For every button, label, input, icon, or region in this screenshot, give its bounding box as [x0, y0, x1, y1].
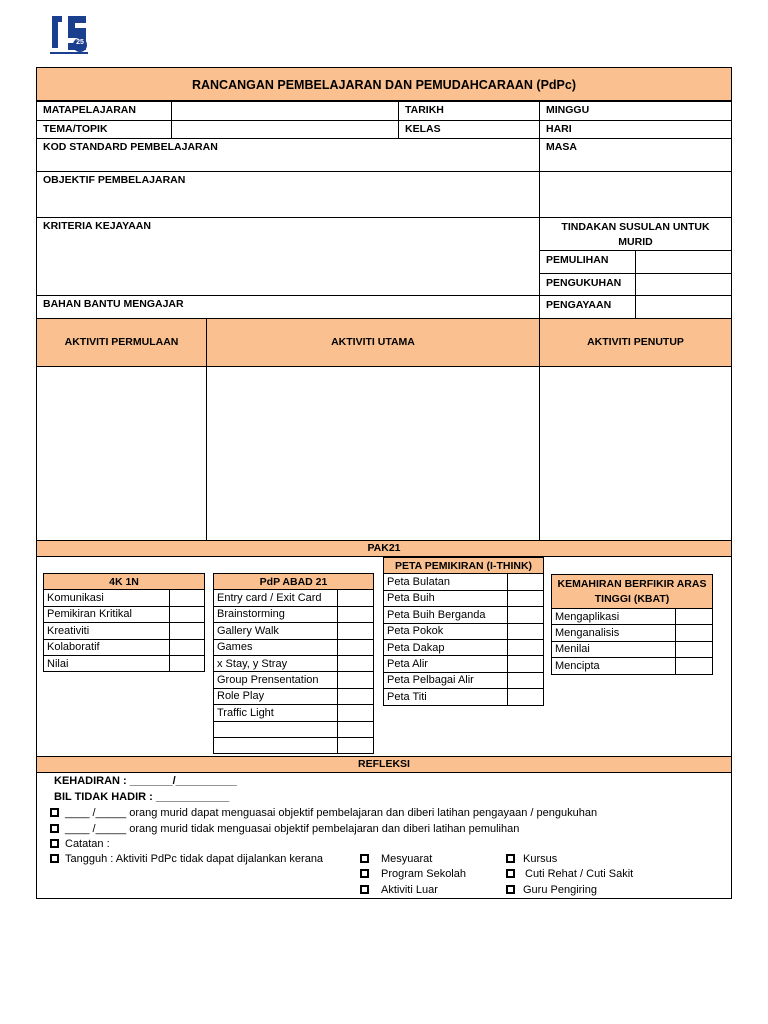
checkbox-cell[interactable]	[508, 656, 544, 672]
kod-standard-field[interactable]: KOD STANDARD PEMBELAJARAN	[36, 138, 540, 172]
list-item: Peta Titi	[384, 689, 508, 705]
checkbox-cell[interactable]	[338, 623, 374, 639]
list-item: Mengaplikasi	[552, 609, 676, 625]
checkbox-cell[interactable]	[676, 658, 713, 674]
table-4k1n	[43, 573, 205, 672]
checkbox-cell[interactable]	[170, 590, 205, 606]
table-row	[44, 606, 205, 622]
kehadiran-field[interactable]: KEHADIRAN : _______/__________	[54, 775, 237, 787]
checkbox-cell[interactable]	[338, 672, 374, 688]
table-row	[384, 639, 544, 655]
option-guru-pengiring[interactable]	[506, 884, 597, 896]
pengayaan-input[interactable]	[635, 295, 732, 319]
list-item: Mencipta	[552, 658, 676, 674]
checkbox-cell[interactable]	[508, 574, 544, 590]
option-mesyuarat[interactable]	[360, 853, 432, 865]
checkbox-cell[interactable]	[508, 689, 544, 705]
list-item: Peta Dakap	[384, 639, 508, 655]
option-label: Cuti Rehat / Cuti Sakit	[525, 868, 634, 880]
checkbox-icon[interactable]	[360, 885, 369, 894]
checkbox-icon[interactable]	[50, 808, 59, 817]
objektif-field[interactable]: OBJEKTIF PEMBELAJARAN	[36, 171, 540, 218]
table-row	[384, 656, 544, 672]
checkbox-icon[interactable]	[50, 854, 59, 863]
table-row	[384, 574, 544, 590]
matapelajaran-label: MATAPELAJARAN	[36, 101, 172, 121]
reflection-line-2	[50, 823, 519, 835]
table-row	[214, 672, 374, 688]
option-kursus[interactable]	[506, 853, 557, 865]
checkbox-cell[interactable]	[170, 623, 205, 639]
table-row	[44, 590, 205, 606]
checkbox-cell[interactable]	[338, 721, 374, 737]
checkbox-icon[interactable]	[50, 824, 59, 833]
table-row	[552, 658, 713, 674]
checkbox-cell[interactable]	[170, 606, 205, 622]
option-aktiviti-luar[interactable]	[360, 884, 438, 896]
matapelajaran-input[interactable]	[171, 101, 399, 121]
option-program-sekolah[interactable]	[360, 868, 466, 880]
bahan-bantu-field[interactable]: BAHAN BANTU MENGAJAR	[36, 295, 540, 319]
list-item: x Stay, y Stray	[214, 655, 338, 671]
list-item: Kolaboratif	[44, 639, 170, 655]
option-label: Aktiviti Luar	[381, 884, 438, 896]
checkbox-cell[interactable]	[170, 639, 205, 655]
table-row	[214, 721, 374, 737]
table-row	[214, 590, 374, 606]
checkbox-icon[interactable]	[506, 885, 515, 894]
option-label: Guru Pengiring	[523, 884, 597, 896]
table-row	[44, 639, 205, 655]
checkbox-cell[interactable]	[508, 639, 544, 655]
checkbox-cell[interactable]	[676, 625, 713, 641]
checkbox-cell[interactable]	[508, 590, 544, 606]
checkbox-cell[interactable]	[338, 705, 374, 721]
table-row	[214, 655, 374, 671]
checkbox-cell[interactable]	[338, 590, 374, 606]
catatan-text: Catatan :	[65, 838, 110, 850]
tangguh-text: Tangguh : Aktiviti PdPc tidak dapat dijalankan kerana	[65, 853, 324, 865]
checkbox-cell[interactable]	[508, 672, 544, 688]
logo-badge: 25	[76, 39, 84, 46]
list-item: Menilai	[552, 641, 676, 657]
option-cuti[interactable]	[506, 868, 633, 880]
aktiviti-utama-header: AKTIVITI UTAMA	[206, 318, 540, 367]
option-label: Kursus	[523, 853, 558, 865]
tindakan-susulan-header: TINDAKAN SUSULAN UNTUK MURID	[539, 217, 732, 251]
list-item: Brainstorming	[214, 606, 338, 622]
logo-icon	[48, 12, 90, 58]
tema-label: TEMA/TOPIK	[36, 120, 172, 139]
checkbox-icon[interactable]	[50, 839, 59, 848]
masa-field[interactable]: MASA	[539, 138, 732, 172]
list-item: Peta Pelbagai Alir	[384, 672, 508, 688]
checkbox-icon[interactable]	[506, 869, 515, 878]
table-row	[384, 623, 544, 639]
list-item: Games	[214, 639, 338, 655]
checkbox-cell[interactable]	[508, 623, 544, 639]
tema-input[interactable]	[171, 120, 399, 139]
checkbox-icon[interactable]	[506, 854, 515, 863]
aktiviti-permulaan-header: AKTIVITI PERMULAAN	[36, 318, 207, 367]
reflection-line-1-text: ____ /_____ orang murid dapat menguasai objektif pembelajaran dan diberi latihan pengayaan / pengukuhan	[65, 807, 598, 819]
checkbox-cell[interactable]	[508, 607, 544, 623]
list-item: Gallery Walk	[214, 623, 338, 639]
table-row	[44, 655, 205, 671]
table-row	[384, 590, 544, 606]
tarikh-label: TARIKH	[398, 101, 540, 121]
table-abad21	[213, 573, 374, 754]
pak21-header: PAK21	[36, 540, 732, 557]
option-label: Mesyuarat	[381, 853, 433, 865]
tangguh-line	[50, 853, 323, 865]
minggu-label[interactable]: MINGGU	[539, 101, 732, 121]
checkbox-cell[interactable]	[338, 655, 374, 671]
kriteria-field[interactable]: KRITERIA KEJAYAAN	[36, 217, 540, 296]
checkbox-cell[interactable]	[338, 688, 374, 704]
reflection-line-2-text: ____ /_____ orang murid tidak menguasai objektif pembelajaran dan diberi latihan pemulihan	[65, 823, 520, 835]
tidak-hadir-field[interactable]: BIL TIDAK HADIR : ____________	[54, 791, 230, 803]
list-item[interactable]	[214, 721, 338, 737]
hari-label[interactable]: HARI	[539, 120, 732, 139]
table-kbat	[551, 574, 713, 675]
table-row	[44, 623, 205, 639]
list-item: Kreativiti	[44, 623, 170, 639]
checkbox-icon[interactable]	[360, 854, 369, 863]
option-label: Program Sekolah	[381, 868, 466, 880]
list-item: Peta Alir	[384, 656, 508, 672]
list-item[interactable]	[214, 737, 338, 753]
school-logo	[48, 12, 90, 58]
list-item: Peta Pokok	[384, 623, 508, 639]
table-row	[384, 689, 544, 705]
table-4k1n-title: 4K 1N	[44, 574, 205, 590]
checkbox-cell[interactable]	[338, 606, 374, 622]
table-row	[214, 737, 374, 753]
table-row	[214, 623, 374, 639]
list-item: Pemikiran Kritikal	[44, 606, 170, 622]
checkbox-cell[interactable]	[338, 639, 374, 655]
table-row	[552, 641, 713, 657]
table-row	[384, 607, 544, 623]
form-title-text: RANCANGAN PEMBELAJARAN DAN PEMUDAHCARAAN (PdPc)	[191, 78, 577, 92]
table-ithink-title: PETA PEMIKIRAN (I-THINK)	[384, 558, 544, 574]
table-ithink	[383, 557, 544, 706]
list-item: Peta Bulatan	[384, 574, 508, 590]
pengukuhan-label: PENGUKUHAN	[539, 273, 636, 296]
table-row	[384, 672, 544, 688]
table-row	[552, 625, 713, 641]
table-abad21-title: PdP ABAD 21	[214, 574, 374, 590]
list-item: Komunikasi	[44, 590, 170, 606]
refleksi-header: REFLEKSI	[36, 756, 732, 773]
table-row	[552, 609, 713, 625]
checkbox-cell[interactable]	[676, 641, 713, 657]
table-row	[214, 705, 374, 721]
pengukuhan-input[interactable]	[635, 273, 732, 296]
aktiviti-penutup-header: AKTIVITI PENUTUP	[539, 318, 732, 367]
list-item: Traffic Light	[214, 705, 338, 721]
table-kbat-title: KEMAHIRAN BERFIKIR ARAS TINGGI (KBAT)	[552, 575, 713, 609]
table-row	[214, 688, 374, 704]
aktiviti-penutup-area[interactable]	[539, 366, 732, 541]
checkbox-cell[interactable]	[338, 737, 374, 753]
reflection-line-1	[50, 807, 597, 819]
catatan-line	[50, 838, 110, 850]
list-item: Entry card / Exit Card	[214, 590, 338, 606]
kelas-label: KELAS	[398, 120, 540, 139]
list-item: Role Play	[214, 688, 338, 704]
objektif-side-cell	[539, 171, 732, 218]
aktiviti-utama-area[interactable]	[206, 366, 540, 541]
pengayaan-label: PENGAYAAN	[539, 295, 636, 319]
list-item: Group Prensentation	[214, 672, 338, 688]
aktiviti-permulaan-area[interactable]	[36, 366, 207, 541]
checkbox-cell[interactable]	[676, 609, 713, 625]
checkbox-icon[interactable]	[360, 869, 369, 878]
list-item: Nilai	[44, 655, 170, 671]
checkbox-cell[interactable]	[170, 655, 205, 671]
pemulihan-input[interactable]	[635, 250, 732, 274]
list-item: Menganalisis	[552, 625, 676, 641]
table-row	[214, 606, 374, 622]
form-title	[36, 67, 732, 101]
list-item: Peta Buih	[384, 590, 508, 606]
list-item: Peta Buih Berganda	[384, 607, 508, 623]
pemulihan-label: PEMULIHAN	[539, 250, 636, 274]
table-row	[214, 639, 374, 655]
